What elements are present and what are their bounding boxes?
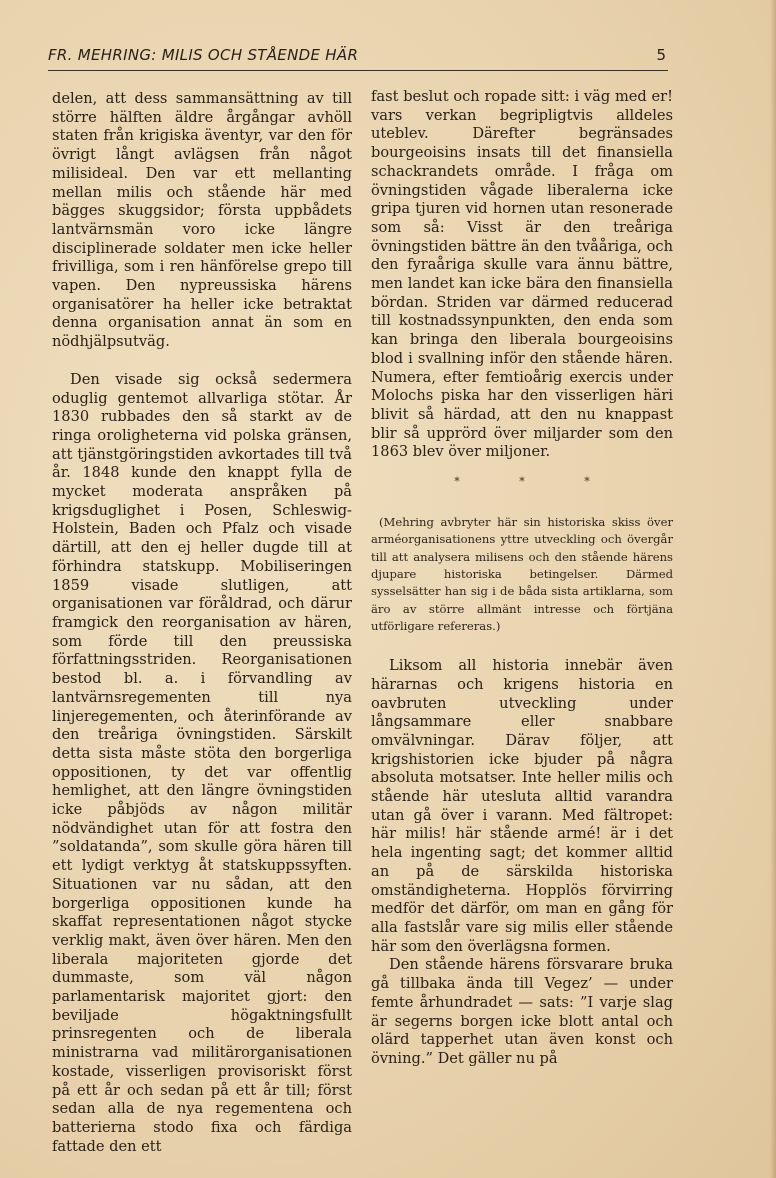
running-title: FR. MEHRING: MILIS OCH STÅENDE HÄR — [48, 46, 359, 64]
right-paragraph-3: Den stående härens försvarare bruka gå tillbaka ända till Vegez’ — under femte århundradet — sats: ”I varje slag är segerns borgen icke blott antal och olärd tapperhet utan även konst och övning.” Det gäller nu på — [371, 956, 673, 1067]
editor-note: (Mehring avbryter här sin historiska skiss över arméorganisationens yttre utveckling och övergår till att analysera milisens och den stående härens djupare historiska betingelser. Därmed sysselsätter han sig i de båda sista artiklarna, som äro av större allmänt intresse och förtjäna utförligare refereras.) — [371, 515, 673, 633]
left-paragraph-2: Den visade sig också sedermera oduglig gentemot allvarliga stötar. År 1830 rubbades den så starkt av de ringa oroligheterna vid polska gränsen, att tjänstgöringstiden avkortades till två år. 1848 kunde den knappt fylla de mycket moderata anspråken på krigsduglighet i Posen, Schleswig-Holstein, Baden och Pfalz och visade därtill, att den ej heller dugde till at förhindra statskupp. Mobiliseringen 1859 visade slutligen, att organisationen var föråldrad, och därur framgick den reorganisation av hären, som förde till den preussiska författningsstriden. Reorganisationen bestod bl. a. i förvandling av lantvärnsregementen till nya linjeregementen, och återinförande av den treåriga övningstiden. Särskilt detta sista måste stöta den borgerliga oppositionen, ty det var offentlig hemlighet, att den längre övningstiden icke påbjöds av någon militär nödvändighet utan för att fostra den ”soldatanda”, som skulle göra hären till ett lydigt verktyg åt statskuppssyften. Situationen var nu sådan, att den borgerliga oppositionen kunde ha skaffat representationen något stycke verklig makt, även över hären. Men den liberala majoriteten gjorde det dummaste, som väl någon parlamentarisk majoritet gjort: den beviljade högaktningsfullt prinsregenten och de liberala ministrarna vad militärorganisationen kostade, visserligen provisoriskt först på ett år och sedan på ett år till; först sedan alla de nya regementena och batterierna stodo fixa och färdiga fattade den ett — [52, 370, 352, 1155]
left-column — [52, 90, 352, 1156]
page-number: 5 — [656, 46, 666, 64]
right-paragraph-2: Liksom all historia innebär även härarnas och krigens historia en oavbruten utveckling under långsammare eller snabbare omvälvningar. Därav följer, att krigshistorien icke bjuder på några absoluta motsatser. Inte heller milis och stående här utesluta alltid varandra utan gå över i varann. Med fältropet: här milis! här stående armé! är i det hela ingenting sagt; det kommer alltid an på de särskilda historiska omständigheterna. Hopplös förvirring medför det därför, om man en gång för alla fastslår vare sig milis eller stående här som den överlägsna formen. — [371, 657, 673, 955]
right-column — [371, 88, 673, 1069]
running-header — [48, 44, 668, 71]
left-paragraph-1: delen, att dess sammansättning av till större hälften äldre årgångar avhöll staten från krigiska äventyr, var den för övrigt långt avlägsen från något milisideal. Den var ett mellanting mellan milis och stående här med bägges skuggsidor; första uppbådets lantvärnsmän voro icke längre disciplinerade soldater men icke heller frivilliga, som i ren hänförelse grepo till vapen. Den nypreussiska härens organisatörer ha heller icke betraktat denna organisation annat än som en nödhjälpsutväg. — [52, 90, 352, 351]
section-asterism: * * * — [454, 475, 618, 489]
page-edge-shadow — [770, 0, 776, 1178]
paragraph-gap — [52, 352, 352, 371]
right-paragraph-1: fast beslut och ropade sitt: i väg med er! vars verkan begripligtvis alldeles uteblev. Därefter begränsades bourgeoisins insats till det finansiella schackrandets område. I fråga om övningstiden vågade liberalerna icke gripa tjuren vid hornen utan resonerade som så: Visst är den treåriga övningstiden bättre än den tvååriga, och den fyraåriga skulle vara ännu bättre, men landet kan icke bära den finansiella bördan. Striden var därmed reducerad till kostnadssynpunkten, den enda som kan bringa den liberala bourgeoisins blod i svallning inför den stående hären. Numera, efter femtioårig exercis under Molochs piska har den visserligen häri blivit så härdad, att den nu knappast blir så upprörd över miljarder som den 1863 blev över miljoner. — [371, 88, 673, 461]
